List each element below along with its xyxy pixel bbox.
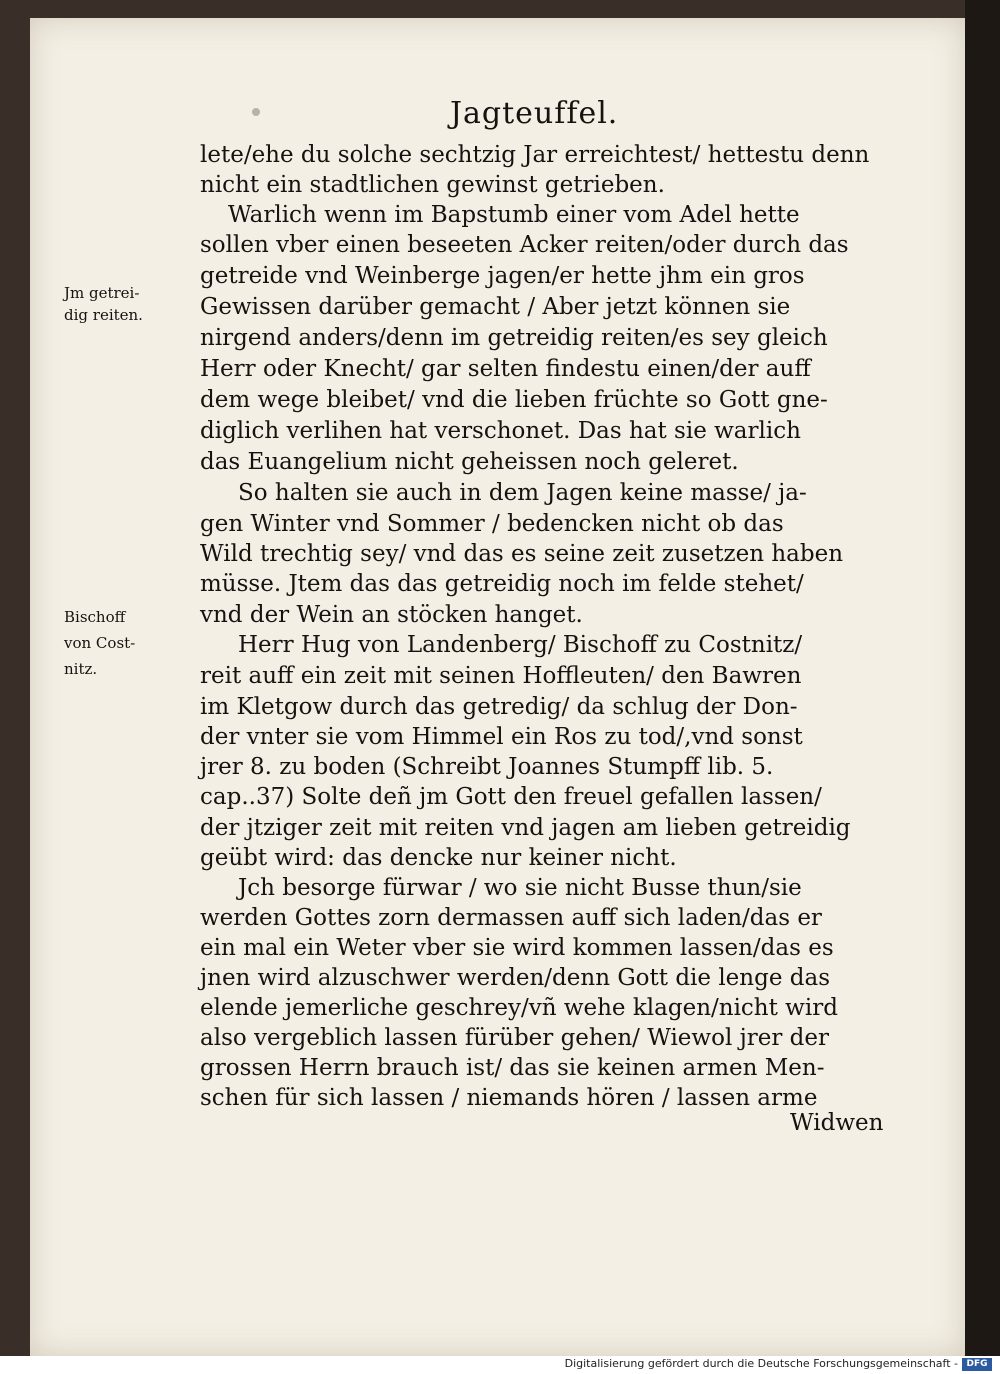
text-line: elende jemerliche geschrey/vñ wehe klagen/nicht wird [200, 995, 838, 1021]
text-line: Jch besorge fürwar / wo sie nicht Busse thun/sie [238, 875, 802, 901]
text-line: So halten sie auch in dem Jagen keine masse/ ja- [238, 480, 807, 506]
margin-note-line: Bischoff [64, 608, 126, 626]
text-line: Herr Hug von Landenberg/ Bischoff zu Costnitz/ [238, 632, 803, 658]
text-line: das Euangelium nicht geheissen noch geleret. [200, 449, 739, 475]
text-line: schen für sich lassen / niemands hören / lassen arme [200, 1085, 818, 1111]
text-line: Wild trechtig sey/ vnd das es seine zeit zusetzen haben [200, 541, 844, 567]
margin-note-line: von Cost- [64, 634, 136, 652]
text-line: jrer 8. zu boden (Schreibt Joannes Stumpff lib. 5. [200, 754, 774, 780]
text-line: nicht ein stadtlichen gewinst getrieben. [200, 172, 665, 198]
text-line: geübt wird: das dencke nur keiner nicht. [200, 845, 677, 871]
text-line: dem wege bleibet/ vnd die lieben früchte so Gott gne- [200, 387, 828, 413]
text-line: Warlich wenn im Bapstumb einer vom Adel hette [228, 202, 800, 228]
funding-credit: Digitalisierung gefördert durch die Deutsche Forschungsgemeinschaft - [564, 1357, 958, 1370]
text-line: cap..37) Solte deñ jm Gott den freuel gefallen lassen/ [200, 784, 822, 810]
text-line: werden Gottes zorn dermassen auff sich laden/das er [200, 905, 822, 931]
catchword: Widwen [790, 1110, 884, 1136]
text-line: im Kletgow durch das getredig/ da schlug der Don- [200, 694, 798, 720]
text-line: müsse. Jtem das das getreidig noch im felde stehet/ [200, 571, 804, 597]
text-line: ein mal ein Weter vber sie wird kommen lassen/das es [200, 935, 834, 961]
dfg-logo: DFG [962, 1358, 992, 1371]
running-header: Jagteuffel. [450, 96, 619, 131]
text-line: vnd der Wein an stöcken hanget. [200, 602, 583, 628]
text-line: lete/ehe du solche sechtzig Jar erreichtest/ hettestu denn [200, 142, 870, 168]
text-line: jnen wird alzuschwer werden/denn Gott die lenge das [200, 965, 830, 991]
text-line: getreide vnd Weinberge jagen/er hette jhm ein gros [200, 263, 805, 289]
paper-spot [252, 108, 260, 116]
text-line: Gewissen darüber gemacht / Aber jetzt können sie [200, 294, 791, 320]
text-line: nirgend anders/denn im getreidig reiten/es sey gleich [200, 325, 828, 351]
scan-edge [965, 0, 1000, 1356]
text-line: gen Winter vnd Sommer / bedencken nicht ob das [200, 511, 784, 537]
margin-note-line: Jm getrei- [64, 284, 140, 302]
text-line: Herr oder Knecht/ gar selten findestu einen/der auff [200, 356, 811, 382]
text-line: also vergeblich lassen fürüber gehen/ Wiewol jrer der [200, 1025, 829, 1051]
margin-note-line: nitz. [64, 660, 98, 678]
text-line: der vnter sie vom Himmel ein Ros zu tod/,vnd sonst [200, 724, 803, 750]
text-line: der jtziger zeit mit reiten vnd jagen am lieben getreidig [200, 815, 851, 841]
margin-note-line: dig reiten. [64, 306, 143, 324]
text-line: sollen vber einen beseeten Acker reiten/oder durch das [200, 232, 849, 258]
text-line: reit auff ein zeit mit seinen Hoffleuten/ den Bawren [200, 663, 802, 689]
text-line: grossen Herrn brauch ist/ das sie keinen armen Men- [200, 1055, 825, 1081]
text-line: diglich verlihen hat verschonet. Das hat sie warlich [200, 418, 801, 444]
